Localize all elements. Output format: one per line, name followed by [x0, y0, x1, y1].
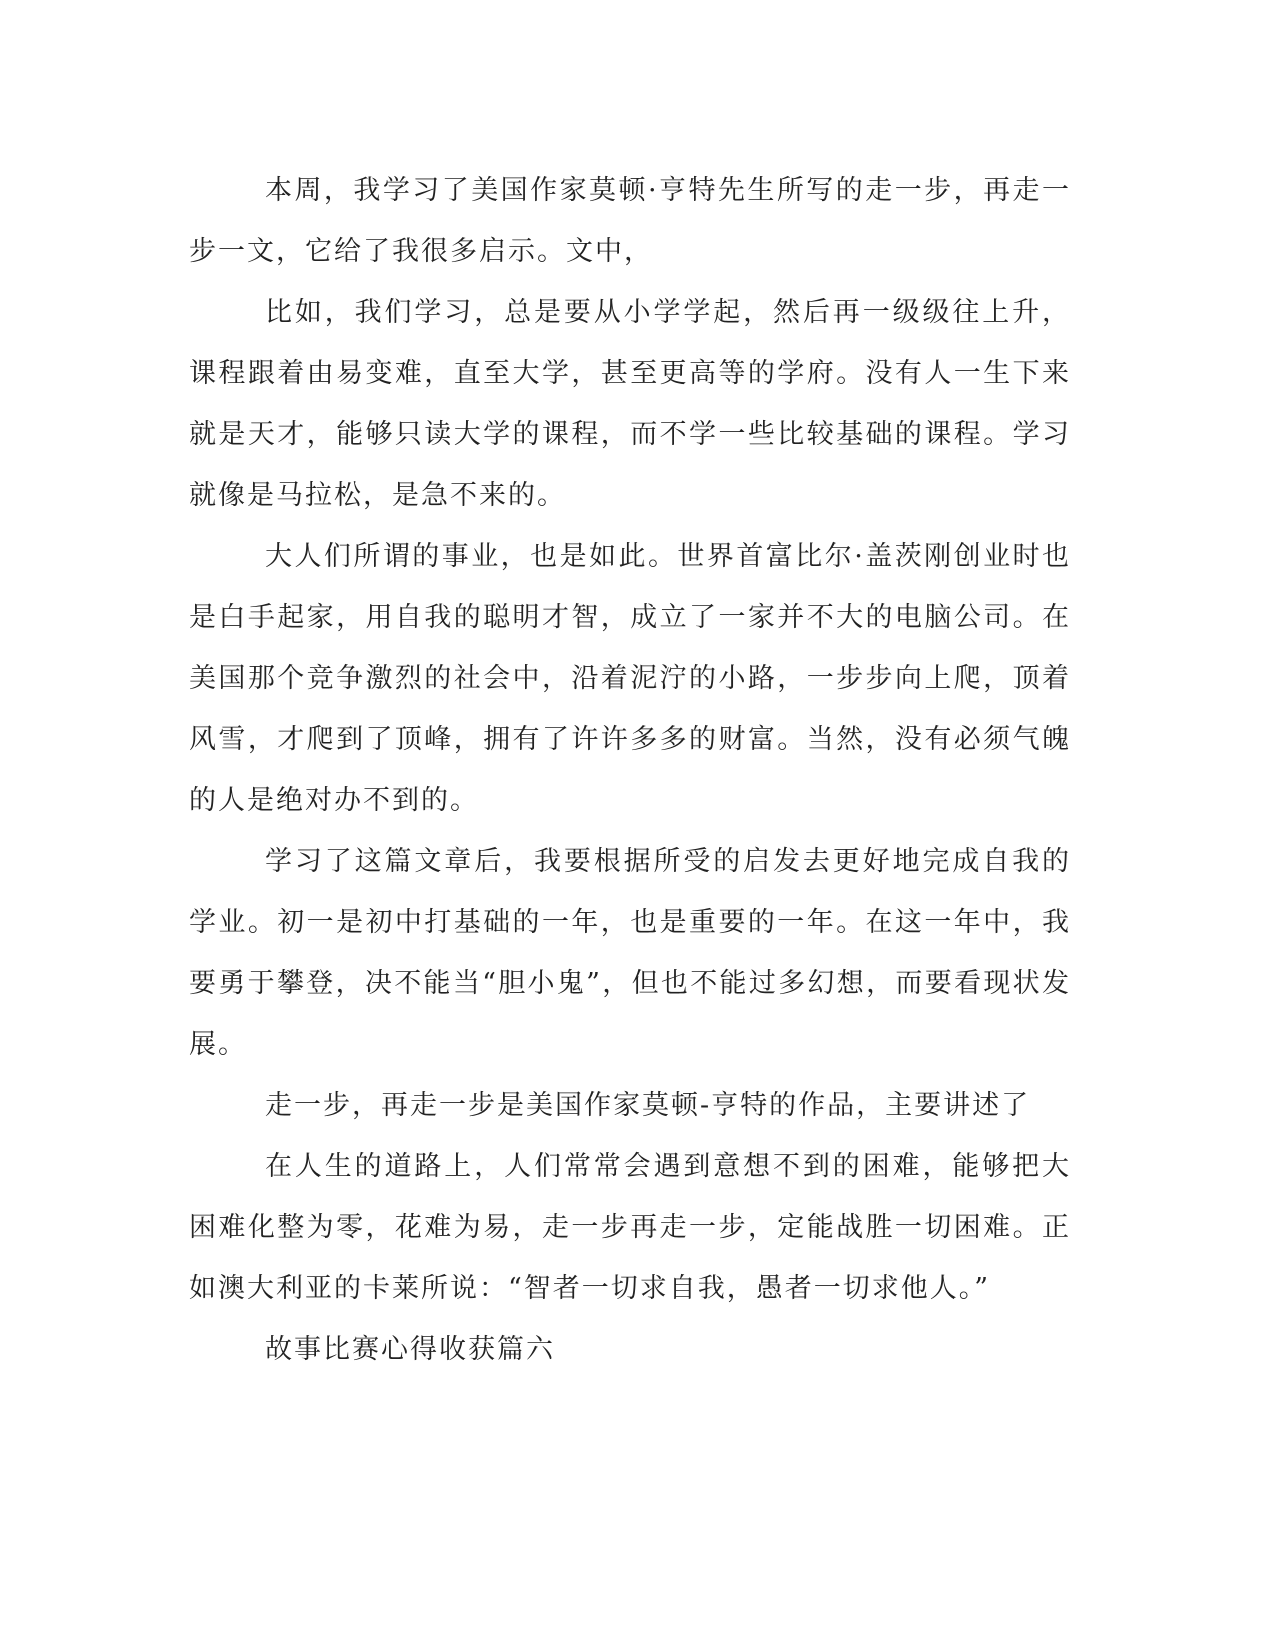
paragraph-4: 学习了这篇文章后，我要根据所受的启发去更好地完成自我的学业。初一是初中打基础的一年，也是重要的一年。在这一年中，我要勇于攀登，决不能当“胆小鬼”，但也不能过多幻想，而要看现状发展。: [189, 846, 1071, 1060]
paragraph-6: 在人生的道路上，人们常常会遇到意想不到的困难，能够把大困难化整为零，花难为易，走一步再走一步，定能战胜一切困难。正如澳大利亚的卡莱所说：“智者一切求自我，愚者一切求他人。”: [189, 1151, 1071, 1304]
document-body: [189, 160, 1071, 1380]
paragraph-5: 走一步，再走一步是美国作家莫顿-亨特的作品，主要讲述了: [265, 1090, 1031, 1121]
paragraph-3: 大人们所谓的事业，也是如此。世界首富比尔·盖茨刚创业时也是白手起家，用自我的聪明才智，成立了一家并不大的电脑公司。在美国那个竞争激烈的社会中，沿着泥泞的小路，一步步向上爬，顶着风雪，才爬到了顶峰，拥有了许许多多的财富。当然，没有必须气魄的人是绝对办不到的。: [189, 541, 1071, 816]
section-heading: 故事比赛心得收获篇六: [265, 1334, 555, 1365]
paragraph-1: 本周，我学习了美国作家莫顿·亨特先生所写的走一步，再走一步一文，它给了我很多启示。文中，: [189, 175, 1071, 267]
paragraph-2: 比如，我们学习，总是要从小学学起，然后再一级级往上升，课程跟着由易变难，直至大学，甚至更高等的学府。没有人一生下来就是天才，能够只读大学的课程，而不学一些比较基础的课程。学习就像是马拉松，是急不来的。: [189, 297, 1071, 511]
